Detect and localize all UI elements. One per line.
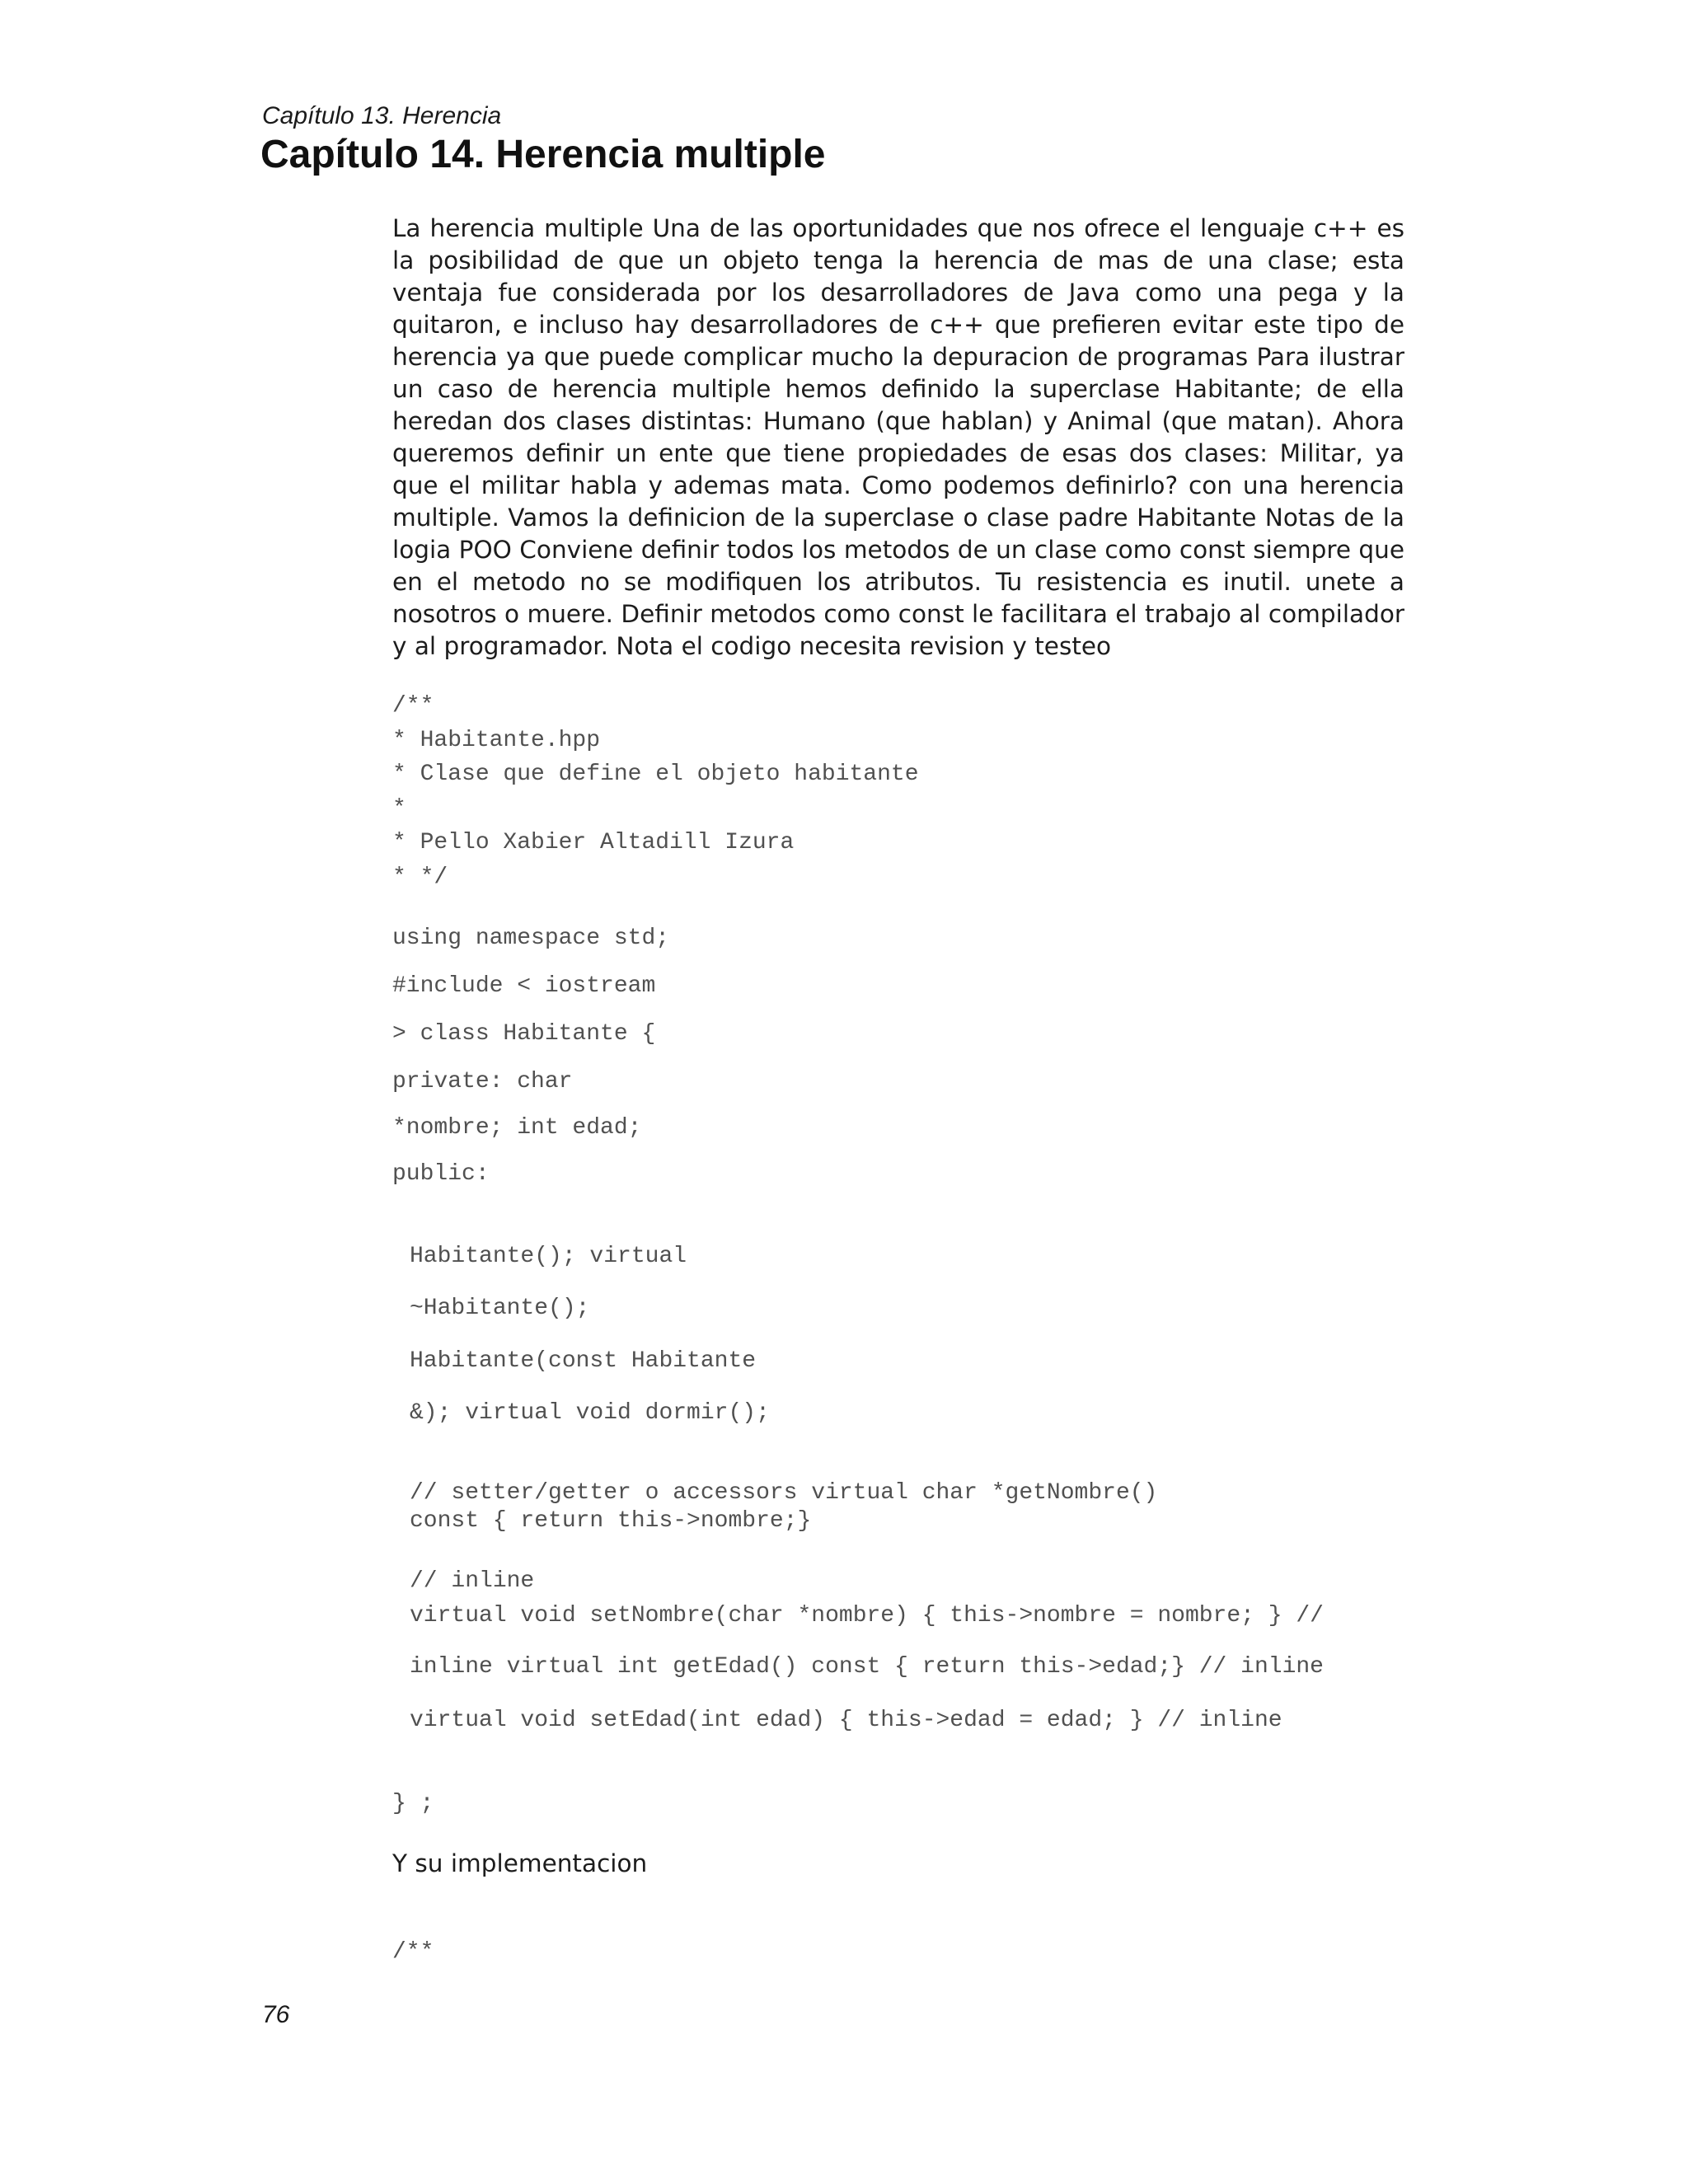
implementation-label: Y su implementacion xyxy=(392,1849,648,1877)
intro-paragraph: La herencia multiple Una de las oportunidades que nos ofrece el lenguaje c++ es la posibilidad de que un objeto tenga la herencia de mas de una clase; esta ventaja fue considerada por los desarrolladores de Java como una pega y la quitaron, e incluso hay desarrolladores de c++ que prefieren evitar este tipo de herencia ya que puede complicar mucho la depuracion de programas Para ilustrar un caso de herencia multiple hemos definido la superclase Habitante; de ella heredan dos clases distintas: Humano (que hablan) y Animal (que matan). Ahora queremos definir un ente que tiene propiedades de esas dos clases: Militar, ya que el militar habla y ademas mata. Como podemos definirlo? con una herencia multiple. Vamos la definicion de la superclase o clase padre Habitante Notas de la logia POO Conviene definir todos los metodos de un clase como const siempre que en el metodo no se modifiquen los atributos. Tu resistencia es inutil. unete a nosotros o muere. Definir metodos como const le facilitara el trabajo al compilador y al programador. Nota el codigo necesita revision y testeo xyxy=(392,214,1404,660)
chapter-title: Capítulo 14. Herencia multiple xyxy=(260,133,826,176)
running-header: Capítulo 13. Herencia xyxy=(262,102,502,129)
code-second-comment-start: /** xyxy=(392,1939,434,1965)
code-destructor: ~Habitante(); xyxy=(410,1296,590,1321)
code-set-nombre: virtual void setNombre(char *nombre) { this->nombre = nombre; } // xyxy=(410,1603,1324,1629)
code-constructor: Habitante(); virtual xyxy=(410,1244,687,1269)
code-getter-comment: // setter/getter o accessors virtual char *getNombre() const { return this->nombre;} xyxy=(410,1480,1158,1534)
code-set-edad: virtual void setEdad(int edad) { this->edad = edad; } // inline xyxy=(410,1708,1282,1733)
code-inline-comment: // inline xyxy=(410,1568,535,1594)
page-number: 76 xyxy=(262,2001,290,2028)
code-dormir-method: &); virtual void dormir(); xyxy=(410,1400,770,1426)
code-class-end: } ; xyxy=(392,1791,434,1816)
code-class-declaration: > class Habitante { xyxy=(392,1021,656,1047)
code-private-section: private: char xyxy=(392,1069,573,1094)
code-fields: *nombre; int edad; xyxy=(392,1115,642,1141)
code-copy-constructor: Habitante(const Habitante xyxy=(410,1348,757,1374)
code-using-namespace: using namespace std; xyxy=(392,926,670,951)
code-comment-header: /** * Habitante.hpp * Clase que define el objeto habitante * * Pello Xabier Altadill Izura * */ xyxy=(392,693,919,890)
code-public-section: public: xyxy=(392,1161,490,1187)
code-include: #include < iostream xyxy=(392,973,656,999)
code-get-edad: inline virtual int getEdad() const { return this->edad;} // inline xyxy=(410,1654,1324,1680)
